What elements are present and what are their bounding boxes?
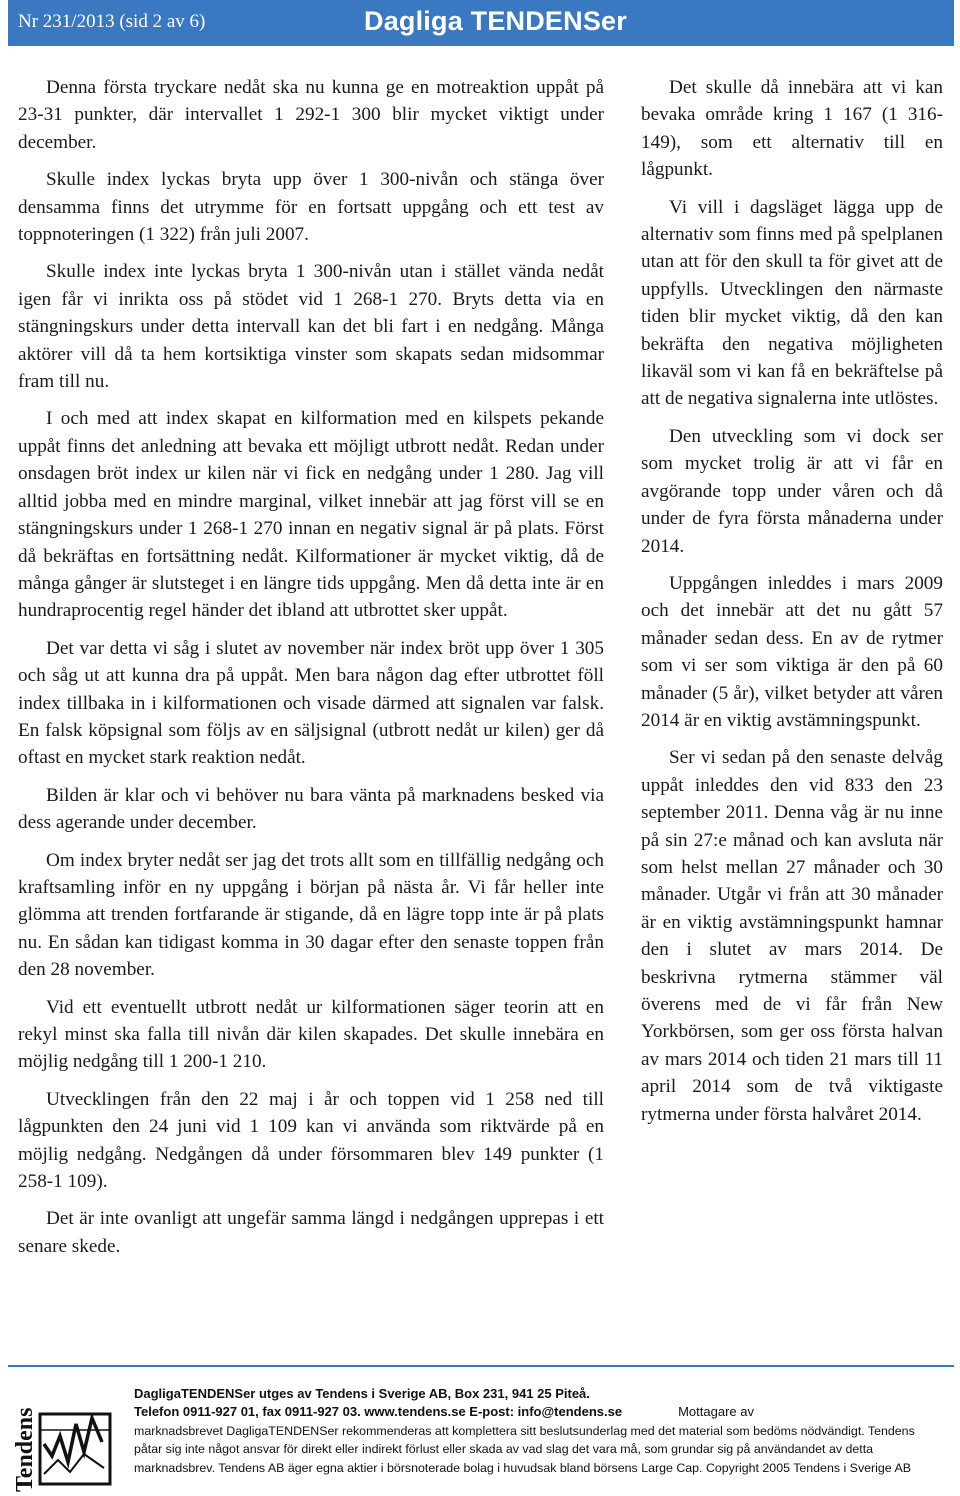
right-column xyxy=(641,74,943,1138)
header-bar xyxy=(8,0,954,46)
paragraph: Ser vi sedan på den senaste delvåg uppåt inleddes den vid 833 den 23 september 2011. Denna våg är nu inne på sin 27:e månad och kan avsluta när som helst mellan 27 månader och 30 månader. Utgår vi från att 30 månader är en viktig avstämningspunkt hamnar den i slutet av mars 2014. De beskrivna rytmerna stämmer väl överens med de vi får från New Yorkbörsen, som ger oss första halvan av mars 2014 och tiden 21 mars till 11 april 2014 som de två viktigaste rytmerna under första halvåret 2014. xyxy=(641,747,943,1125)
left-column xyxy=(18,74,604,1270)
paragraph: I och med att index skapat en kilformation med en kilspets pekande uppåt finns det anledning att bevaka ett möjligt utbrott nedåt. Redan under onsdagen bröt index ur kilen när vi fick en nedgång under 1 280. Jag vill alltid jobba med en mindre marginal, vilket innebär att jag först vill se en stängningskurs under 1 268-1 270 innan en negativ signal är på plats. Först då bekräftas en fortsättning nedåt. Kilformationer är mycket viktig, då de många gånger är slutsteget i en längre tids uppgång. Men då detta inte är en hundraprocentig regel händer det ibland att utbrottet sker uppåt. xyxy=(18,408,604,622)
logo-text: Tendens xyxy=(12,1407,38,1492)
newsletter-title: Dagliga TENDENSer xyxy=(364,6,627,36)
footer-divider xyxy=(8,1365,954,1367)
issue-number: Nr 231/2013 (sid 2 av 6) xyxy=(18,11,206,32)
paragraph: Skulle index inte lyckas bryta 1 300-nivån utan i stället vända nedåt igen får vi inrikta oss på stödet vid 1 268-1 270. Bryts detta via en stängningskurs under detta intervall kan det bli fart i en nedgång. Många aktörer vill då ta hem kortsiktiga vinster som skapats sedan midsommar fram till nu. xyxy=(18,261,604,393)
tendens-logo xyxy=(12,1384,118,1494)
paragraph: Utvecklingen från den 22 maj i år och toppen vid 1 258 ned till lågpunkten den 24 juni vid 1 109 kan vi använda som riktvärde på en möjlig nedgång. Nedgången då under försommaren blev 149 punkter (1 258-1 109). xyxy=(18,1088,604,1193)
disclaimer-text: marknadsbrevet DagligaTENDENSer rekommenderas att komplettera sitt beslutsunderlag med det material som bedöms nödvändigt. Tendens påtar sig inte något ansvar för direkt eller indirekt förlust eller skada av vad slag det vara må, som grundar sig på användandet av detta marknadsbrev. Tendens AB äger egna aktier i börsnoterade bolag i huvudsak bland börsens Large Cap. Copyright 2005 Tendens i Sverige AB xyxy=(134,1423,915,1475)
paragraph: Det var detta vi såg i slutet av november när index bröt upp över 1 305 och såg ut att kunna dra på uppåt. Men bara någon dag efter utbrottet föll index tillbaka in i kilformationen och visade därmed att signalen var falsk. En falsk köpsignal som följs av en säljsignal (utbrott nedåt ur kilen) ger då oftast en mycket stark reaktion nedåt. xyxy=(18,637,604,769)
recipients-text: Mottagare av xyxy=(678,1404,754,1420)
paragraph: Vi vill i dagsläget lägga upp de alternativ som finns med på spelplanen utan att för den skull ta för givet att de uppfylls. Utvecklingen den närmaste tiden blir mycket viktig, då den kan bekräfta den negativa möjligheten likaväl som vi kan få en bekräftelse på att de negativa signalerna inte utlöstes. xyxy=(641,196,943,410)
paragraph: Vid ett eventuellt utbrott nedåt ur kilformationen säger teorin att en rekyl minst ska falla till nivån där kilen skapades. Det skulle innebära en möjlig nedgång till 1 200-1 210. xyxy=(18,996,604,1073)
paragraph: Denna första tryckare nedåt ska nu kunna ge en motreaktion uppåt på 23-31 punkter, där intervallet 1 292-1 300 blir mycket viktigt under december. xyxy=(18,77,604,153)
paragraph: Skulle index lyckas bryta upp över 1 300-nivån och stänga över densamma finns det utrymme för en fortsatt uppgång och ett test av toppnoteringen (1 322) från juli 2007. xyxy=(18,169,604,246)
contact-text: Telefon 0911-927 01, fax 0911-927 03. www.tendens.se E-post: info@tendens.se xyxy=(134,1404,623,1420)
paragraph: Den utveckling som vi dock ser som mycket trolig är att vi får en avgörande topp under våren och då under de fyra första månaderna under 2014. xyxy=(641,425,943,557)
footer xyxy=(134,1385,944,1477)
contact-line xyxy=(134,1403,944,1421)
paragraph: Bilden är klar och vi behöver nu bara vänta på marknadens besked via dess agerande under december. xyxy=(18,784,604,834)
paragraph: Det är inte ovanligt att ungefär samma längd i nedgången upprepas i ett senare skede. xyxy=(18,1208,604,1257)
paragraph: Det skulle då innebära att vi kan bevaka område kring 1 167 (1 316-149), som ett alternativ till en lågpunkt. xyxy=(641,77,943,181)
publisher-line: DagligaTENDENSer utges av Tendens i Sverige AB, Box 231, 941 25 Piteå. xyxy=(134,1386,590,1401)
paragraph: Om index bryter nedåt ser jag det trots allt som en tillfällig nedgång och kraftsamling inför en ny uppgång i början på nästa år. Vi får heller inte glömma att trenden fortfarande är stigande, då en lägre topp inte är på plats nu. En sådan kan tidigast komma in 30 dagar efter den senaste toppen från den 28 november. xyxy=(18,849,604,981)
paragraph: Uppgången inleddes i mars 2009 och det innebär att det nu gått 57 månader sedan dess. En av de rytmer som vi ser som viktiga är den på 60 månader (5 år), vilket betyder att våren 2014 är en viktig avstämningspunkt. xyxy=(641,572,943,731)
